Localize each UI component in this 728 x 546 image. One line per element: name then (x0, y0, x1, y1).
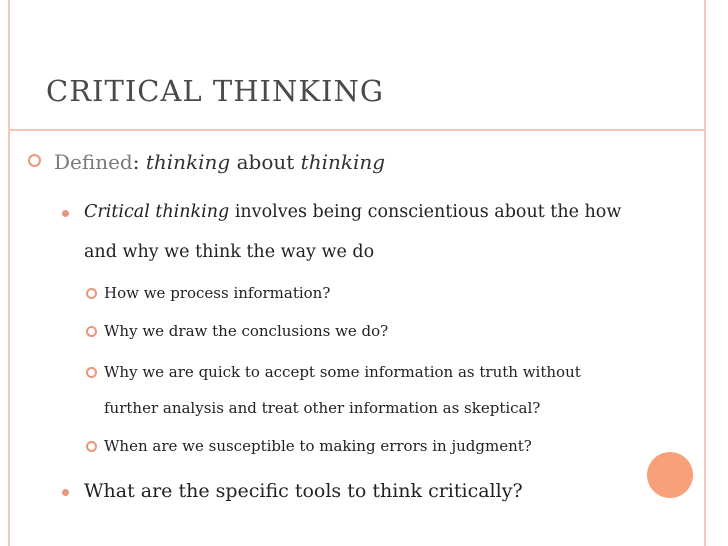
bullet-ring-icon (28, 154, 41, 167)
bullet-ring-icon (86, 288, 97, 299)
subpoint-3-line-2: further analysis and treat other information as skeptical? (104, 399, 541, 417)
subpoint-3-line-1: Why we are quick to accept some information as truth without (104, 363, 581, 381)
bullet-ring-icon (86, 326, 97, 337)
point-1-rest: involves being conscientious about the how (234, 202, 622, 222)
bullet-dot-icon (62, 210, 69, 217)
subpoint-1: How we process information? (104, 284, 331, 302)
bullet-ring-icon (86, 441, 97, 452)
defined-term-2: thinking (300, 150, 386, 174)
defined-term-1: thinking (145, 150, 231, 174)
bullet-dot-icon (62, 489, 69, 496)
defined-colon: : (132, 150, 140, 174)
decorative-circle (647, 452, 693, 498)
bullet-ring-icon (86, 367, 97, 378)
definition-line (54, 150, 385, 174)
defined-label: Defined (54, 150, 133, 174)
slide-title: CRITICAL THINKING (46, 74, 385, 108)
subpoint-2: Why we draw the conclusions we do? (104, 322, 389, 340)
subpoint-4: When are we susceptible to making errors in judgment? (104, 437, 532, 455)
point-1-line-2: and why we think the way we do (84, 242, 375, 262)
point-2: What are the specific tools to think critically? (84, 480, 523, 502)
title-divider (10, 129, 704, 131)
defined-middle: about (236, 150, 295, 174)
point-1-italic: Critical thinking (84, 202, 230, 222)
point-1-line-1 (84, 202, 621, 222)
